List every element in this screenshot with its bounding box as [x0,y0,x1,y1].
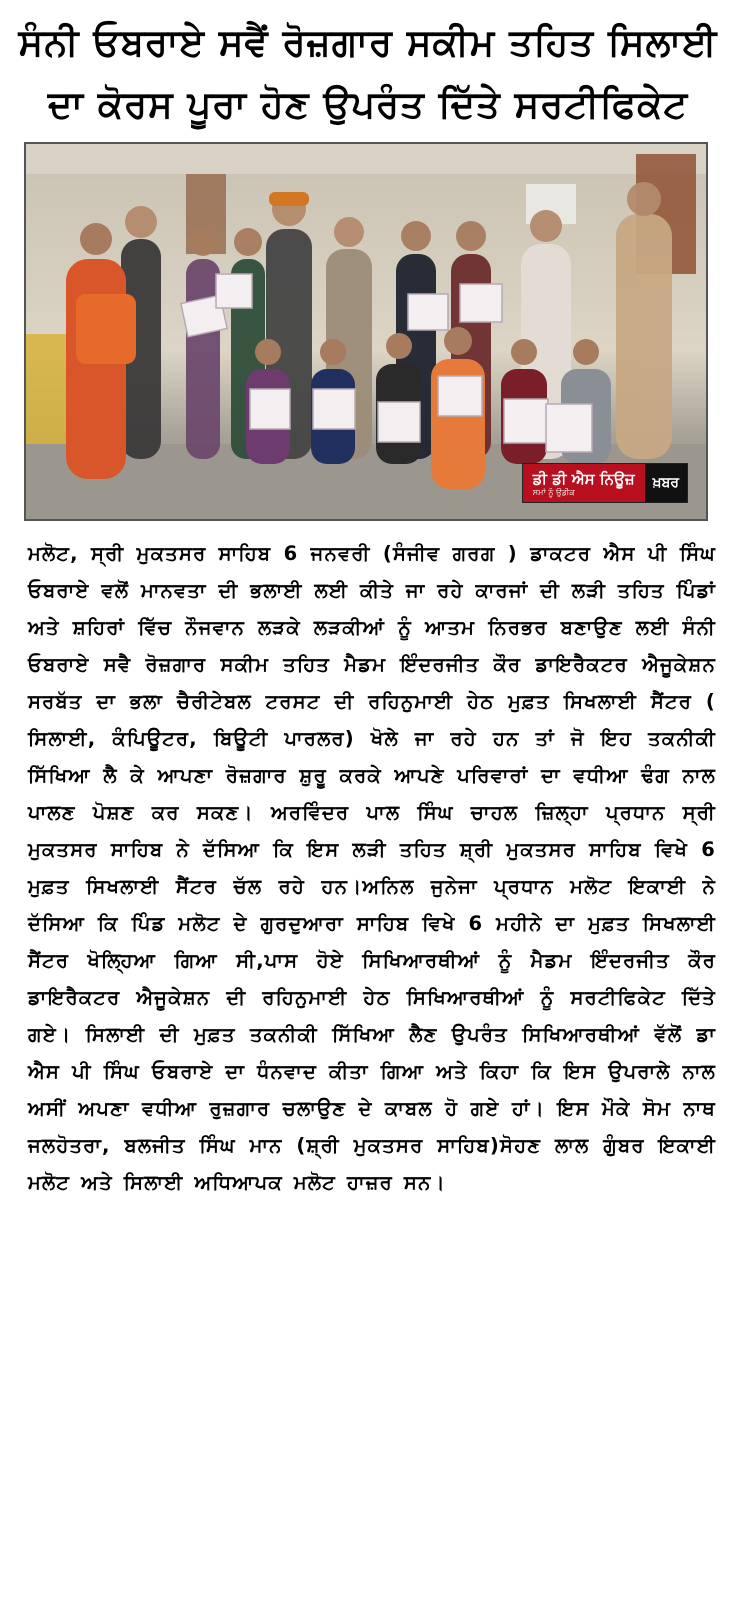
article-body: ਮਲੋਟ, ਸ੍ਰੀ ਮੁਕਤਸਰ ਸਾਹਿਬ 6 ਜਨਵਰੀ (ਸੰਜੀਵ ਗਰਗ ) ਡਾਕਟਰ ਐਸ ਪੀ ਸਿੰਘ ਓਬਰਾਏ ਵਲੋਂ ਮਾਨਵਤਾ ਦੀ ਭਲਾਈ ਲਈ ਕੀਤੇ ਜਾ ਰਹੇ ਕਾਰਜਾਂ ਦੀ ਲੜੀ ਤਹਿਤ ਪਿੰਡਾਂ ਅਤੇ ਸ਼ਹਿਰਾਂ ਵਿੱਚ ਨੌਜਵਾਨ ਲੜਕੇ ਲੜਕੀਆਂ ਨੂੰ ਆਤਮ ਨਿਰਭਰ ਬਣਾਉਣ ਲਈ ਸੰਨੀ ਓਬਰਾਏ ਸਵੈ ਰੋਜ਼ਗਾਰ ਸਕੀਮ ਤਹਿਤ ਮੈਡਮ ਇੰਦਰਜੀਤ ਕੌਰ ਡਾਇਰੈਕਟਰ ਐਜੂਕੇਸ਼ਨ ਸਰਬੱਤ ਦਾ ਭਲਾ ਚੈਰੀਟੇਬਲ ਟਰਸਟ ਦੀ ਰਹਿਨੁਮਾਈ ਹੇਠ ਮੁਫ਼ਤ ਸਿਖਲਾਈ ਸੈਂਟਰ ( ਸਿਲਾਈ, ਕੰਪਿਊਟਰ, ਬਿਊਟੀ ਪਾਰਲਰ) ਖੋਲੇ ਜਾ ਰਹੇ ਹਨ ਤਾਂ ਜੋ ਇਹ ਤਕਨੀਕੀ ਸਿੱਖਿਆ ਲੈ ਕੇ ਆਪਣਾ ਰੋਜ਼ਗਾਰ ਸ਼ੁਰੂ ਕਰਕੇ ਆਪਣੇ ਪਰਿਵਾਰਾਂ ਦਾ ਵਧੀਆ ਢੰਗ ਨਾਲ ਪਾਲਣ ਪੋਸ਼ਣ ਕਰ ਸਕਣ। ਅਰਵਿੰਦਰ ਪਾਲ ਸਿੰਘ ਚਾਹਲ ਜ਼ਿਲ੍ਹਾ ਪ੍ਰਧਾਨ ਸ੍ਰੀ ਮੁਕਤਸਰ ਸਾਹਿਬ ਨੇ ਦੱਸਿਆ ਕਿ ਇਸ ਲੜੀ ਤਹਿਤ ਸ਼੍ਰੀ ਮੁਕਤਸਰ ਸਾਹਿਬ ਵਿਖੇ 6 ਮੁਫ਼ਤ ਸਿਖਲਾਈ ਸੈਂਟਰ ਚੱਲ ਰਹੇ ਹਨ।ਅਨਿਲ ਜੁਨੇਜਾ ਪ੍ਰਧਾਨ ਮਲੋਟ ਇਕਾਈ ਨੇ ਦੱਸਿਆ ਕਿ ਪਿੰਡ ਮਲੋਟ ਦੇ ਗੁਰਦੁਆਰਾ ਸਾਹਿਬ ਵਿਖੇ 6 ਮਹੀਨੇ ਦਾ ਮੁਫ਼ਤ ਸਿਖਲਾਈ ਸੈਂਟਰ ਖੋਲ੍ਹਿਆ ਗਿਆ ਸੀ,ਪਾਸ ਹੋਏ ਸਿਖਿਆਰਥੀਆਂ ਨੂੰ ਮੈਡਮ ਇੰਦਰਜੀਤ ਕੌਰ ਡਾਇਰੈਕਟਰ ਐਜੂਕੇਸ਼ਨ ਦੀ ਰਹਿਨੁਮਾਈ ਹੇਠ ਸਿਖਿਆਰਥੀਆਂ ਨੂੰ ਸਰਟੀਫਿਕੇਟ ਦਿੱਤੇ ਗਏ। ਸਿਲਾਈ ਦੀ ਮੁਫ਼ਤ ਤਕਨੀਕੀ ਸਿੱਖਿਆ ਲੈਣ ਉਪਰੰਤ ਸਿਖਿਆਰਥੀਆਂ ਵੱਲੋਂ ਡਾ ਐਸ ਪੀ ਸਿੰਘ ਓਬਰਾਏ ਦਾ ਧੰਨਵਾਦ ਕੀਤਾ ਗਿਆ ਅਤੇ ਕਿਹਾ ਕਿ ਇਸ ਉਪਰਾਲੇ ਨਾਲ ਅਸੀਂ ਅਪਣਾ ਵਧੀਆ ਰੁਜ਼ਗਾਰ ਚਲਾਉਣ ਦੇ ਕਾਬਲ ਹੋ ਗਏ ਹਾਂ। ਇਸ ਮੌਕੇ ਸੋਮ ਨਾਥ ਜਲਹੋਤਰਾ, ਬਲਜੀਤ ਸਿੰਘ ਮਾਨ (ਸ਼੍ਰੀ ਮੁਕਤਸਰ ਸਾਹਿਬ)ਸੋਹਣ ਲਾਲ ਗੁੰਬਰ ਇਕਾਈ ਮਲੋਟ ਅਤੇ ਸਿਲਾਈ ਅਧਿਆਪਕ ਮਲੋਟ ਹਾਜ਼ਰ ਸਨ। [28,542,716,1194]
article-headline: ਸੰਨੀ ਓਬਰਾਏ ਸਵੈਂ ਰੋਜ਼ਗਾਰ ਸਕੀਮ ਤਹਿਤ ਸਿਲਾਈ ਦਾ ਕੋਰਸ ਪੂਰਾ ਹੋਣ ਉਪਰੰਤ ਦਿੱਤੇ ਸਰਟੀਫਿਕੇਟ [18,21,718,126]
news-logo [522,463,688,503]
news-logo-name: ਡੀ ਡੀ ਐਸ ਨਿਊਜ਼ [532,469,635,488]
news-logo-subtext: ਸਮਾਂ ਨੂੰ ਉਡੀਕ [532,487,575,497]
news-logo-tag: ਖ਼ਬਰ [645,464,687,502]
group-photo [24,142,708,521]
